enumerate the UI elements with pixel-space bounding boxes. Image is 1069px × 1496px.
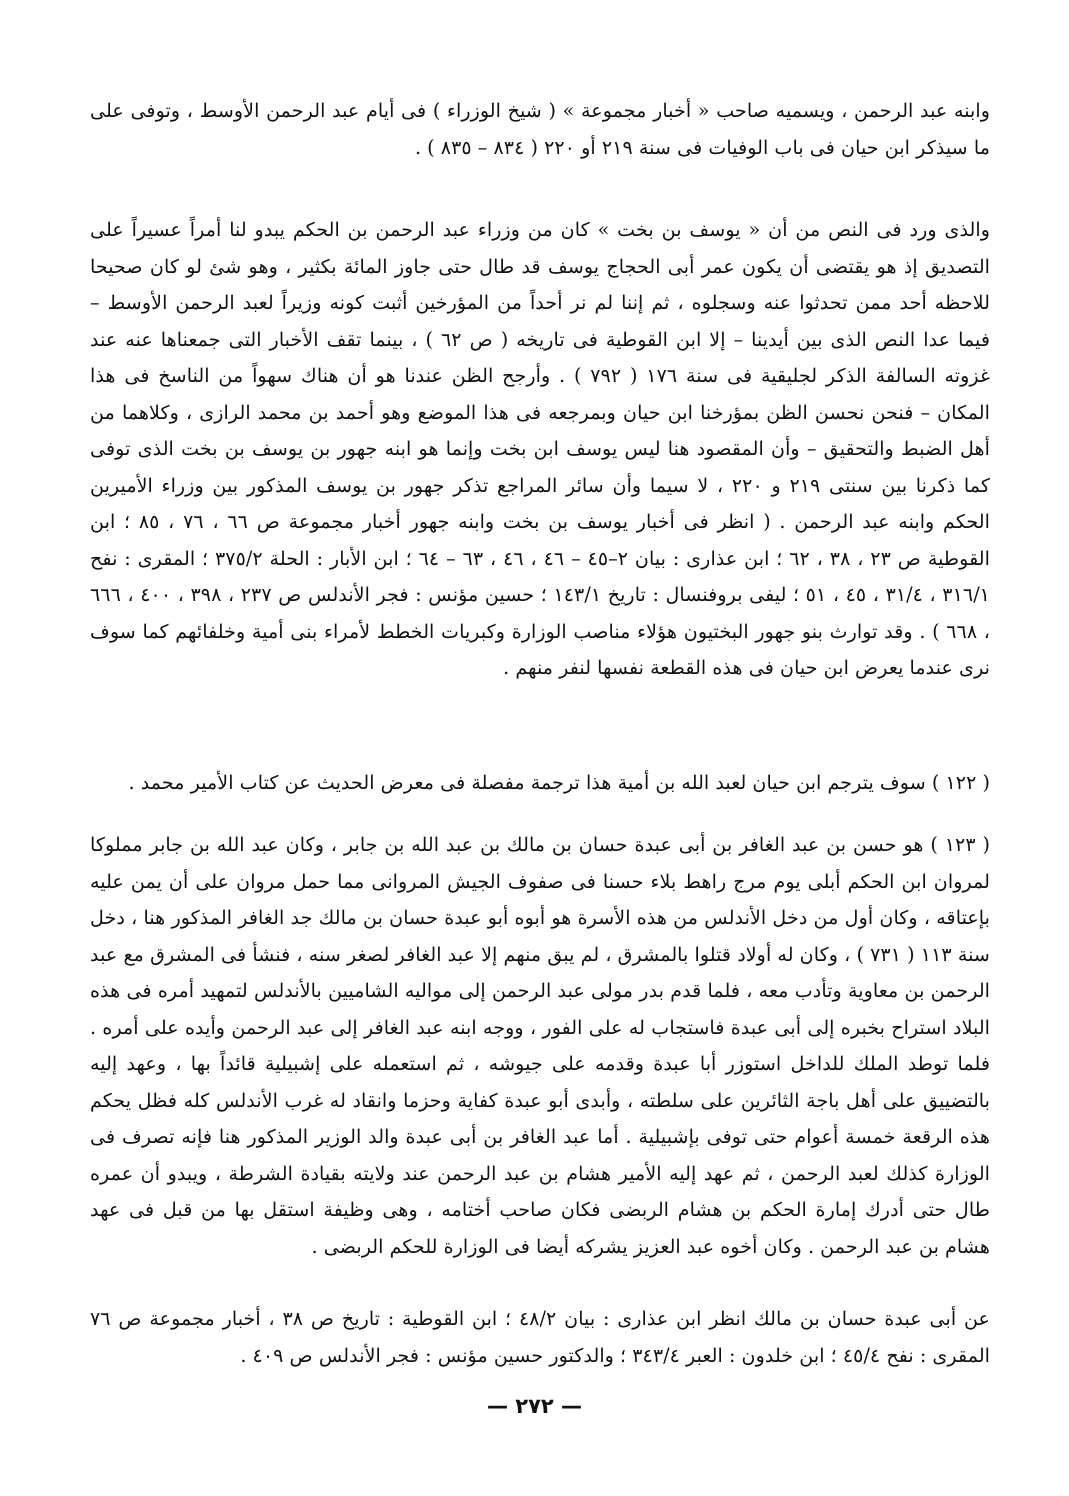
paragraph-text: وابنه عبد الرحمن ، ويسميه صاحب « أخبار مجموعة » ( شيخ الوزراء ) فى أيام عبد الرحمن الأوسط ، وتوفى على ما سيذكر ابن حيان فى باب الوفيات فى سنة ٢١٩ أو ٢٢٠ ( ٨٣٤ – ٨٣٥ ) .	[90, 99, 990, 159]
paragraph-yusuf-ibn-bakht	[90, 212, 990, 687]
paragraph-text: عن أبى عبدة حسان بن مالك انظر ابن عذارى : بيان ٤٨/٢ ؛ ابن القوطية : تاريخ ص ٣٨ ، أخبار مجموعة ص ٧٦ المقرى : نفح ٤٥/٤ ؛ ابن خلدون : العبر ٣٤٣/٤ ؛ والدكتور حسين مؤنس : فجر الأندلس ص ٤٠٩ .	[90, 1307, 990, 1367]
references-abu-abda	[90, 1301, 990, 1374]
paragraph-continuation-jahwar	[90, 93, 990, 166]
page-number: — ٢٧٢ —	[486, 1394, 583, 1418]
note-122	[90, 765, 990, 802]
paragraph-text: ( ١٢٣ ) هو حسن بن عبد الغافر بن أبى عبدة حسان بن مالك بن عبد الله بن جابر ، وكان عبد الله بن جابر مملوكا لمروان ابن الحكم أبلى يوم مرج راهط بلاء حسنا فى صفوف الجيش المروانى مما حمل مروان على أن يمن عليه بإعتاقه ، وكان أول من دخل الأندلس من هذه الأسرة هو أبوه أبو عبدة حسان بن مالك جد الغافر المذكور هنا ، دخل سنة ١١٣ ( ٧٣١ ) ، وكان له أولاد قتلوا بالمشرق ، لم يبق منهم إلا عبد الغافر لصغر سنه ، فنشأ فى المشرق مع عبد الرحمن بن معاوية وتأدب معه ، فلما قدم بدر مولى عبد الرحمن إلى مواليه الشاميين بالأندلس لتمهيد أمره فى هذه البلاد استراح بخبره إلى أبى عبدة فاستجاب له على الفور ، ووجه ابنه عبد الغافر إلى عبد الرحمن وأيده على أمره . فلما توطد الملك للداخل استوزر أبا عبدة وقدمه على جيوشه ، ثم استعمله على إشبيلية قائداً بها ، وعهد إليه بالتضييق على أهل باجة الثائرين على سلطته ، وأبدى أبو عبدة كفاية وحزما وانقاد له غرب الأندلس كله فظل يحكم هذه الرقعة خمسة أعوام حتى توفى بإشبيلية . أما عبد الغافر بن أبى عبدة والد الوزير المذكور هنا فإنه تصرف فى الوزارة كذلك لعبد الرحمن ، ثم عهد إليه الأمير هشام بن عبد الرحمن عند ولايته بقيادة الشرطة ، ويبدو أن عمره طال حتى أدرك إمارة الحكم بن هشام الربضى فكان صاحب أختامه ، وهى وظيفة استقل بها من قبل فى عهد هشام بن عبد الرحمن . وكان أخوه عبد العزيز يشركه أيضا فى الوزارة للحكم الربضى .	[90, 833, 990, 1258]
note-123	[90, 827, 990, 1265]
paragraph-text: والذى ورد فى النص من أن « يوسف بن بخت » كان من وزراء عبد الرحمن بن الحكم يبدو لنا أمراً عسيراً على التصديق إذ هو يقتضى أن يكون عمر أبى الحجاج يوسف قد طال حتى جاوز المائة بكثير ، وهو شئ لو كان صحيحا للاحظه أحد ممن تحدثوا عنه وسجلوه ، ثم إننا لم نر أحداً من المؤرخين أثبت كونه وزيراً لعبد الرحمن الأوسط – فيما عدا النص الذى بين أيدينا – إلا ابن القوطية فى تاريخه ( ص ٦٢ ) ، بينما تقف الأخبار التى جمعناها عنه عند غزوته السالفة الذكر لجليقية فى سنة ١٧٦ ( ٧٩٢ ) . وأرجح الظن عندنا هو أن هناك سهواً من الناسخ فى هذا المكان – فنحن نحسن الظن بمؤرخنا ابن حيان وبمرجعه فى هذا الموضع وهو أحمد بن محمد الرازى ، وكلاهما من أهل الضبط والتحقيق – وأن المقصود هنا ليس يوسف ابن بخت وإنما هو ابنه جهور بن يوسف بن بخت الذى توفى كما ذكرنا بين سنتى ٢١٩ و ٢٢٠ ، لا سيما وأن سائر المراجع تذكر جهور بن يوسف المذكور بين وزراء الأميرين الحكم وابنه عبد الرحمن . ( انظر فى أخبار يوسف بن بخت وابنه جهور أخبار مجموعة ص ٦٦ ، ٧٦ ، ٨٥ ؛ ابن القوطية ص ٢٣ ، ٣٨ ، ٦٢ ؛ ابن عذارى : بيان ٢–٤٥ – ٤٦ ، ٤٦ ، ٦٣ – ٦٤ ؛ ابن الأبار : الحلة ٣٧٥/٢ ؛ المقرى : نفح ٣١٦/١ ، ٣١/٤ ، ٤٥ ، ٥١ ؛ ليفى بروفنسال : تاريخ ١٤٣/١ ؛ حسين مؤنس : فجر الأندلس ص ٢٣٧ ، ٣٩٨ ، ٤٠٠ ، ٦٦٦ ، ٦٦٨ ) . وقد توارث بنو جهور البختيون هؤلاء مناصب الوزارة وكبريات الخطط لأمراء بنى أمية وخلفائهم كما سوف نرى عندما يعرض ابن حيان فى هذه القطعة نفسها لنفر منهم .	[90, 218, 991, 679]
paragraph-text: ( ١٢٢ ) سوف يترجم ابن حيان لعبد الله بن أمية هذا ترجمة مفصلة فى معرض الحديث عن كتاب الأمير محمد .	[128, 771, 990, 794]
